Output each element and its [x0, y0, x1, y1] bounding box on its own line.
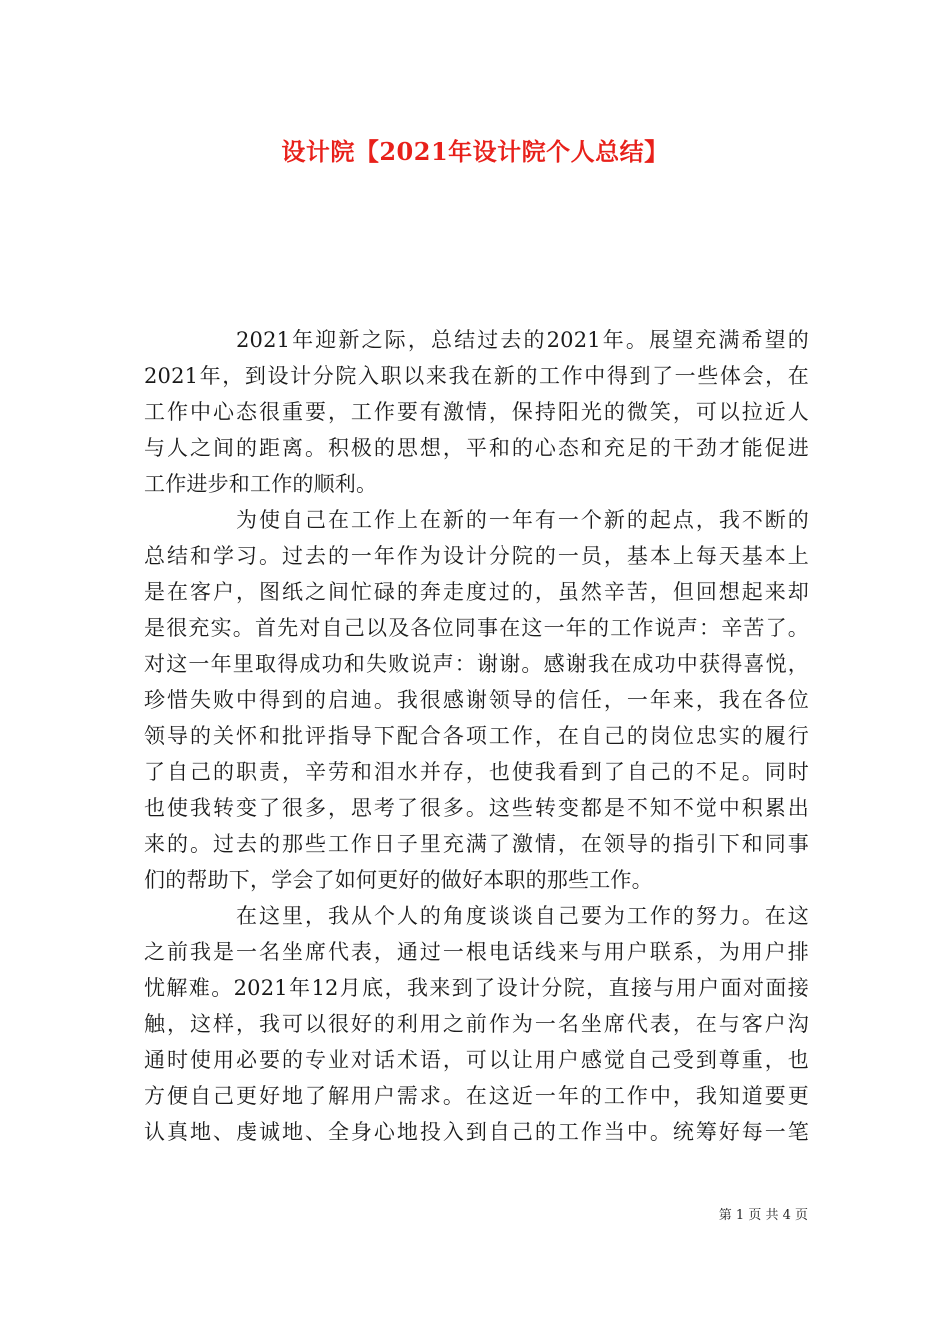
text-line: 方便自己更好地了解用户需求。在这近一年的工作中，我知道要更: [144, 1084, 809, 1108]
text-line: 之前我是一名坐席代表，通过一根电话线来与用户联系，为用户排: [144, 940, 809, 964]
text-line: 了自己的职责，辛劳和泪水并存，也使我看到了自己的不足。同时: [144, 760, 809, 784]
text-line: 珍惜失败中得到的启迪。我很感谢领导的信任，一年来，我在各位: [144, 688, 809, 712]
text-line: 是在客户，图纸之间忙碌的奔走度过的，虽然辛苦，但回想起来却: [144, 580, 809, 604]
document-body: [144, 322, 809, 1150]
text-line: 通时使用必要的专业对话术语，可以让用户感觉自己受到尊重，也: [144, 1048, 809, 1072]
text-line: 们的帮助下，学会了如何更好的做好本职的那些工作。: [144, 868, 653, 892]
text-line: 触，这样，我可以很好的利用之前作为一名坐席代表，在与客户沟: [144, 1012, 809, 1036]
text-line: 认真地、虔诚地、全身心地投入到自己的工作当中。统筹好每一笔: [144, 1120, 809, 1144]
text-line: 对这一年里取得成功和失败说声：谢谢。感谢我在成功中获得喜悦，: [144, 652, 809, 676]
document-title: 设计院【2021年设计院个人总结】: [281, 137, 669, 166]
text-line: 来的。过去的那些工作日子里充满了激情，在领导的指引下和同事: [144, 832, 809, 856]
text-line: 工作进步和工作的顺利。: [144, 472, 378, 496]
text-line: 2021年迎新之际，总结过去的2021年。展望充满希望的: [236, 328, 809, 352]
text-line: 工作中心态很重要，工作要有激情，保持阳光的微笑，可以拉近人: [144, 400, 809, 424]
text-line: 也使我转变了很多，思考了很多。这些转变都是不知不觉中积累出: [144, 796, 809, 820]
text-line: 在这里，我从个人的角度谈谈自己要为工作的努力。在这: [236, 904, 809, 928]
text-line: 2021年，到设计分院入职以来我在新的工作中得到了一些体会，在: [144, 364, 809, 388]
text-line: 是很充实。首先对自己以及各位同事在这一年的工作说声：辛苦了。: [144, 616, 809, 640]
text-line: 忧解难。2021年12月底，我来到了设计分院，直接与用户面对面接: [144, 976, 809, 1000]
paragraph: [144, 322, 809, 502]
text-line: 与人之间的距离。积极的思想，平和的心态和充足的干劲才能促进: [144, 436, 809, 460]
text-line: 总结和学习。过去的一年作为设计分院的一员，基本上每天基本上: [144, 544, 809, 568]
text-line: 为使自己在工作上在新的一年有一个新的起点，我不断的: [236, 508, 809, 532]
page-number: 第 1 页 共 4 页: [718, 1208, 808, 1223]
text-line: 领导的关怀和批评指导下配合各项工作，在自己的岗位忠实的履行: [144, 724, 809, 748]
paragraph: [144, 898, 809, 1150]
paragraph: [144, 502, 809, 898]
